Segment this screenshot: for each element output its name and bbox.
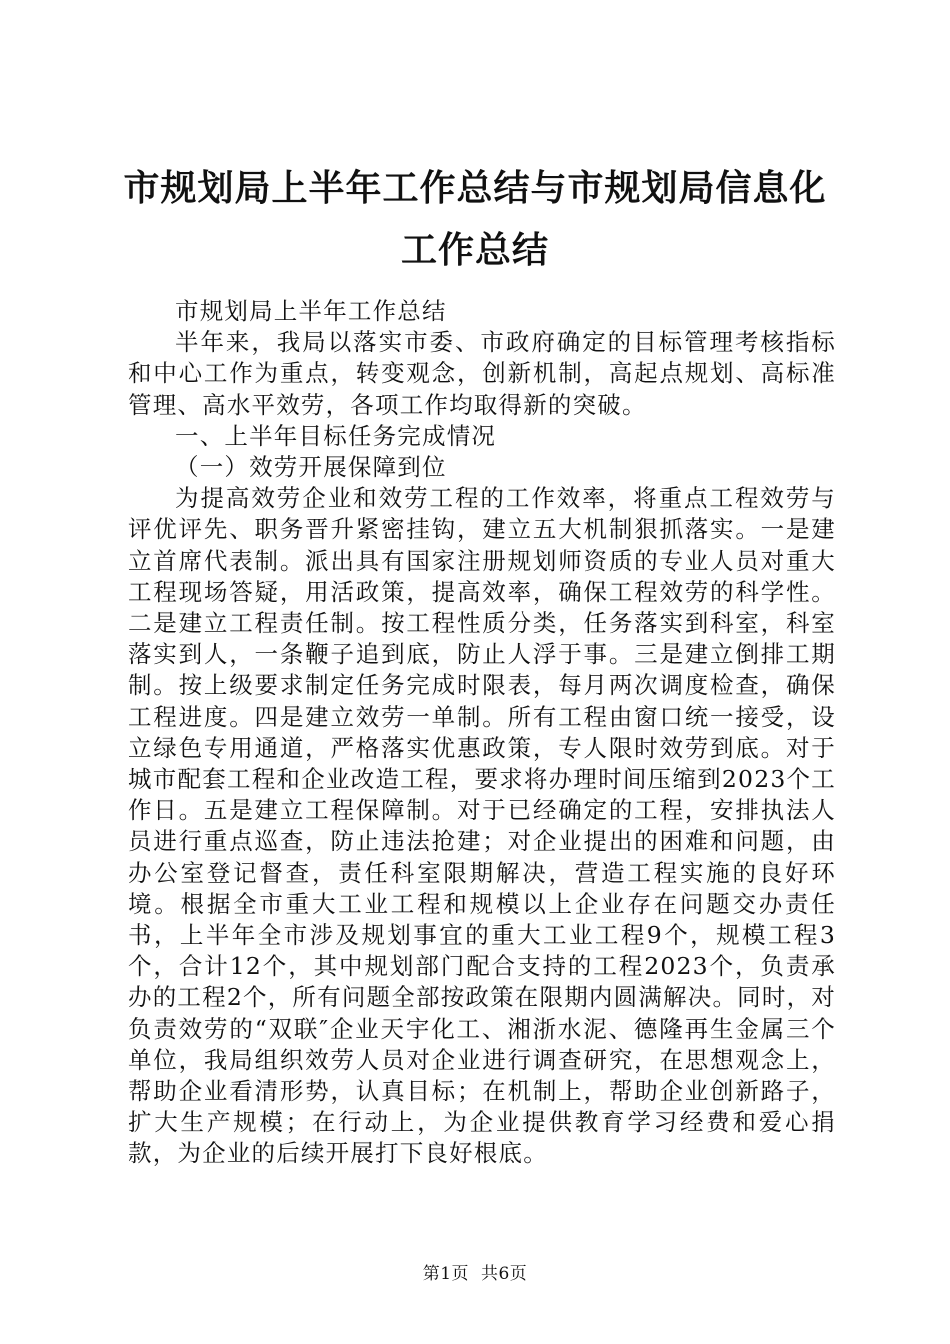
subsection-heading-1: （一）效劳开展保障到位 — [175, 453, 447, 482]
document-body — [128, 296, 836, 1170]
intro-paragraph: 半年来，我局以落实市委、市政府确定的目标管理考核指标和中心工作为重点，转变观念，创新机制，高起点规划、高标准管理、高水平效劳，各项工作均取得新的突破。 — [128, 328, 836, 419]
page-footer — [0, 1262, 950, 1286]
page-total: 共6页 — [480, 1264, 528, 1284]
section-heading-summary: 市规划局上半年工作总结 — [175, 297, 447, 325]
page-number: 第1页 — [422, 1264, 470, 1284]
section-heading-1: 一、上半年目标任务完成情况 — [175, 421, 497, 450]
body-paragraph: 为提高效劳企业和效劳工程的工作效率，将重点工程效劳与评优评先、职务晋升紧密挂钩，建立五大机制狠抓落实。一是建立首席代表制。派出具有国家注册规划师资质的专业人员对重大工程现场答疑，用活政策，提高效率，确保工程效劳的科学性。二是建立工程责任制。按工程性质分类，任务落实到科室，科室落实到人，一条鞭子追到底，防止人浮于事。三是建立倒排工期制。按上级要求制定任务完成时限表，每月两次调度检查，确保工程进度。四是建立效劳一单制。所有工程由窗口统一接受，设立绿色专用通道，严格落实优惠政策，专人限时效劳到底。对于城市配套工程和企业改造工程，要求将办理时间压缩到2023个工作日。五是建立工程保障制。对于已经确定的工程，安排执法人员进行重点巡查，防止违法抢建；对企业提出的困难和问题，由办公室登记督查，责任科室限期解决，营造工程实施的良好环境。根据全市重大工业工程和规模以上企业存在问题交办责任书，上半年全市涉及规划事宜的重大工业工程9个，规模工程3个，合计12个，其中规划部门配合支持的工程2023个，负责承办的工程2个，所有问题全部按政策在限期内圆满解决。同时，对负责效劳的“双联″企业天宇化工、湘浙水泥、德隆再生金属三个单位，我局组织效劳人员对企业进行调查研究，在思想观念上，帮助企业看清形势，认真目标；在机制上，帮助企业创新路子，扩大生产规模；在行动上，为企业提供教育学习经费和爱心捐款，为企业的后续开展打下良好根底。 — [128, 484, 836, 1168]
document-title: 市规划局上半年工作总结与市规划局信息化工作总结 — [123, 168, 827, 271]
